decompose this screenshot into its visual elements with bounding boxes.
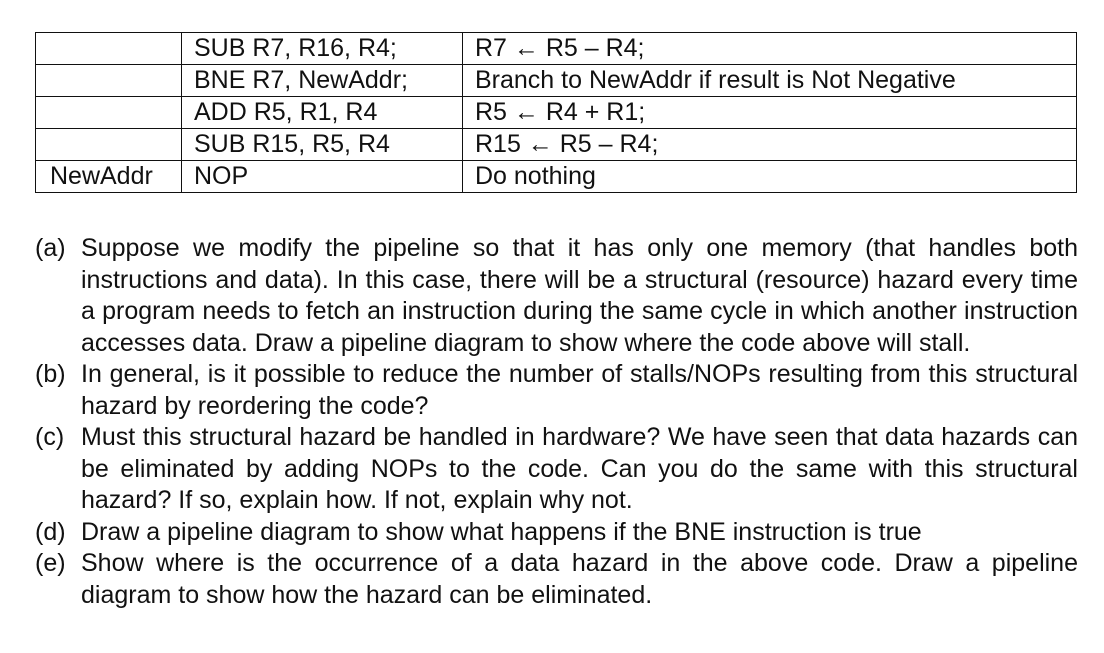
question-list [35,233,1078,611]
question-text: Show where is the occurrence of a data hazard in the above code. Draw a pipeline diagram to show how the hazard can be eliminated. [81,549,1078,609]
question-letter: (a) [35,234,66,262]
instruction-cell: ADD R5, R1, R4 [182,97,463,129]
code-table [35,32,1077,193]
address-label-cell: NewAddr [36,161,182,193]
question-text: Suppose we modify the pipeline so that it has only one memory (that handles both instructions and data). In this case, there will be a structural (resource) hazard every time a program needs to fetch an instruction during the same cycle in which another instruction accesses data. Draw a pipeline diagram to show where the code above will stall. [81,234,1078,357]
question-text: Draw a pipeline diagram to show what happens if the BNE instruction is true [81,517,922,546]
question-item [35,422,1078,517]
instruction-cell: BNE R7, NewAddr; [182,65,463,97]
description-cell: R5 ← R4 + R1; [463,97,1077,129]
instruction-cell: SUB R15, R5, R4 [182,129,463,161]
question-letter: (b) [35,360,66,388]
question-item [35,359,1078,422]
question-letter: (d) [35,517,66,546]
instruction-cell: SUB R7, R16, R4; [182,33,463,65]
description-cell: Branch to NewAddr if result is Not Negative [463,65,1077,97]
question-item [35,548,1078,611]
description-cell: Do nothing [463,161,1077,193]
question-text: In general, is it possible to reduce the number of stalls/NOPs resulting from this structural hazard by reordering the code? [81,360,1078,420]
question-letter: (c) [35,423,65,451]
question-item [35,517,1078,549]
question-item [35,233,1078,359]
address-label-cell [36,129,182,161]
table-row [36,129,1077,161]
question-letter: (e) [35,549,66,577]
address-label-cell [36,65,182,97]
address-label-cell [36,33,182,65]
question-text: Must this structural hazard be handled in hardware? We have seen that data hazards can be eliminated by adding NOPs to the code. Can you do the same with this structural hazard? If so, explain how. If not, explain why not. [81,423,1078,514]
table-row [36,161,1077,193]
address-label-cell [36,97,182,129]
table-row [36,33,1077,65]
description-cell: R7 ← R5 – R4; [463,33,1077,65]
description-cell: R15 ← R5 – R4; [463,129,1077,161]
table-row [36,65,1077,97]
instruction-cell: NOP [182,161,463,193]
table-row [36,97,1077,129]
